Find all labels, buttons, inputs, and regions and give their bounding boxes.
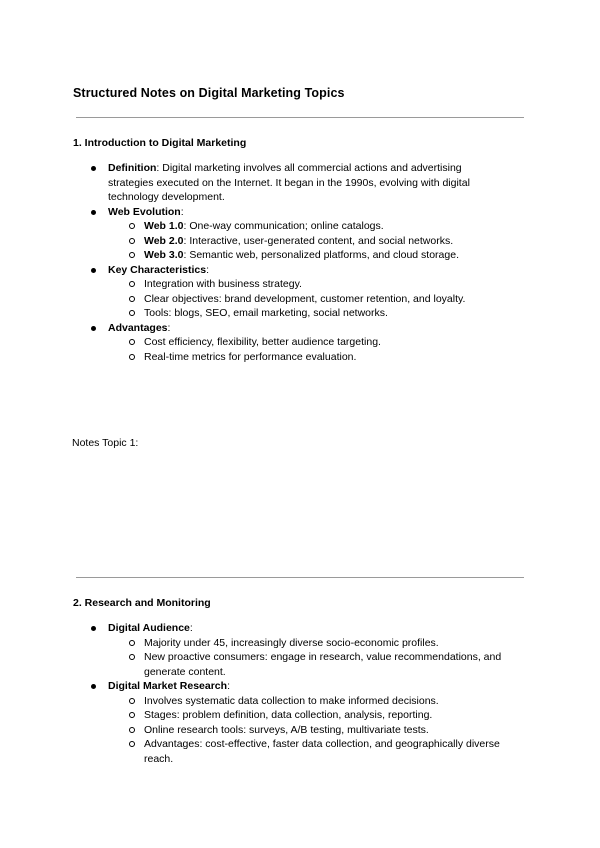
advantages-sublist	[108, 335, 510, 364]
digital-audience-sublist	[108, 636, 510, 680]
key-characteristics-suffix: :	[206, 263, 209, 276]
web-evolution-sublist	[108, 219, 510, 263]
definition-label: Definition	[108, 162, 157, 174]
divider-2	[76, 577, 524, 578]
web-2-label: Web 2.0	[144, 234, 184, 247]
digital-audience-suffix: :	[189, 622, 193, 634]
web-evolution-label: Web Evolution	[108, 205, 181, 218]
sub-item-web-3	[108, 248, 510, 263]
sub-item: New proactive consumers: engage in research, value recommendations, and generate content.	[108, 650, 510, 679]
market-research-suffix: :	[227, 680, 230, 692]
sub-item: Stages: problem definition, data collection, analysis, reporting.	[108, 708, 510, 723]
sub-item: Real-time metrics for performance evaluation.	[108, 350, 510, 365]
list-item-web-evolution	[90, 205, 510, 263]
sub-item: Cost efficiency, flexibility, better audience targeting.	[108, 335, 510, 350]
section-2-heading: 2. Research and Monitoring	[73, 597, 211, 609]
digital-audience-label: Digital Audience	[108, 622, 190, 634]
divider-1	[76, 117, 524, 118]
key-characteristics-label: Key Characteristics	[108, 263, 207, 276]
market-research-label: Digital Market Research	[108, 680, 228, 692]
sub-item: Advantages: cost-effective, faster data collection, and geographically diverse reach.	[108, 737, 510, 766]
advantages-label: Advantages	[108, 321, 168, 334]
page-title: Structured Notes on Digital Marketing Topics	[73, 86, 345, 100]
notes-label: Notes Topic 1:	[72, 437, 139, 449]
section-1-heading: 1. Introduction to Digital Marketing	[73, 137, 247, 149]
sub-item-web-2	[108, 234, 510, 249]
sub-item: Integration with business strategy.	[108, 277, 510, 292]
sub-item-web-1	[108, 219, 510, 234]
section-2-list	[90, 621, 510, 766]
sub-item: Majority under 45, increasingly diverse socio-economic profiles.	[108, 636, 510, 651]
list-item-definition	[90, 161, 510, 205]
sub-item: Involves systematic data collection to make informed decisions.	[108, 694, 510, 709]
sub-item: Online research tools: surveys, A/B testing, multivariate tests.	[108, 723, 510, 738]
web-2-text: : Interactive, user-generated content, and social networks.	[183, 234, 454, 247]
web-3-label: Web 3.0	[144, 249, 184, 261]
advantages-suffix: :	[167, 321, 171, 334]
list-item-advantages	[90, 321, 510, 365]
list-item-key-characteristics	[90, 263, 510, 321]
web-evolution-suffix: :	[180, 205, 184, 218]
key-characteristics-sublist	[108, 277, 510, 321]
web-1-label: Web 1.0	[144, 220, 184, 232]
list-item-digital-audience	[90, 621, 510, 679]
market-research-sublist	[108, 694, 510, 767]
sub-item: Tools: blogs, SEO, email marketing, social networks.	[108, 306, 510, 321]
web-3-text: : Semantic web, personalized platforms, and cloud storage.	[183, 249, 459, 261]
definition-text: : Digital marketing involves all commercial actions and advertising strategies executed on the Internet. It began in the 1990s, evolving with digital technology development.	[108, 162, 470, 203]
section-1-list	[90, 161, 510, 364]
web-1-text: : One-way communication; online catalogs.	[183, 220, 384, 232]
sub-item: Clear objectives: brand development, customer retention, and loyalty.	[108, 292, 510, 307]
list-item-market-research	[90, 679, 510, 766]
